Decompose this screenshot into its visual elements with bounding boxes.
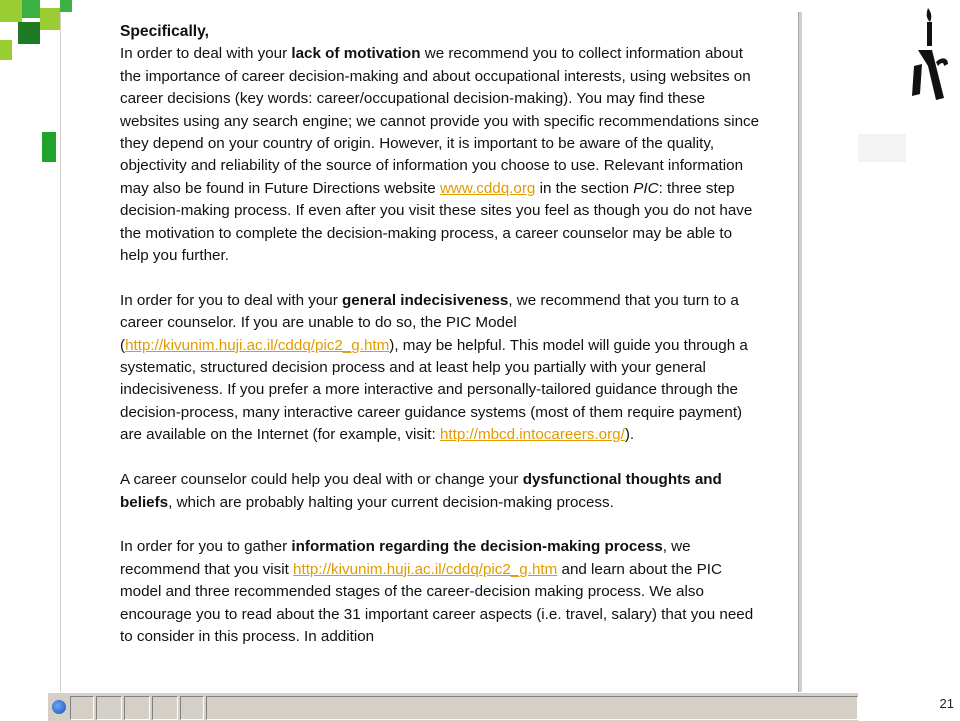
hebrew-letter-logo-icon xyxy=(908,6,952,104)
hyperlink[interactable]: http://mbcd.intocareers.org/ xyxy=(439,426,625,444)
italic-text: PIC xyxy=(633,179,659,197)
paragraph xyxy=(120,536,760,648)
logo-shadow xyxy=(858,134,906,162)
text-run: , which are probably halting your current decision-making process. xyxy=(168,493,614,511)
text-run: , we recommend that you turn to a career counselor. If you are unable to do so, the PIC Model ( xyxy=(120,291,739,354)
paragraph xyxy=(120,43,760,267)
emphasis-text: information regarding the decision-making process xyxy=(291,538,663,556)
decor-green-block xyxy=(22,0,40,18)
decor-green-block xyxy=(18,22,40,44)
text-run: A career counselor could help you deal with or change your xyxy=(120,471,523,489)
hyperlink[interactable]: http://kivunim.huji.ac.il/cddq/pic2_g.htm xyxy=(125,336,390,354)
status-pane xyxy=(206,696,858,720)
document-body xyxy=(120,21,760,692)
status-pane xyxy=(124,696,150,720)
text-run: In order to deal with your xyxy=(120,45,292,63)
decor-green-block xyxy=(42,132,56,162)
document-heading: Specifically, xyxy=(120,23,209,40)
text-run: we recommend you to collect information about the importance of career decision-making and about occupational interests, using websites on career decisions (key words: career/occupational decision-making). You may find these websites using any search engine; we cannot provide you with specific recommendations since they depend on your country of origin. However, it is important to be aware of the quality, objectivity and reliability of the source of information you choose to use. Relevant information may also be found in Future Directions website xyxy=(120,45,760,197)
paragraph xyxy=(120,290,760,447)
text-run: : three step decision-making process. If even after you visit these sites you feel as though you do not have the motivation to complete the decision-making process, a career counselor may be able to help you further. xyxy=(120,179,753,265)
hyperlink[interactable]: http://kivunim.huji.ac.il/cddq/pic2_g.htm xyxy=(293,560,558,578)
browser-content-area[interactable] xyxy=(60,12,799,692)
text-run: and learn about the PIC model and three recommended stages of the career-decision making process. We also encourage you to read about the 31 important career aspects (i.e. travel, salary) that you need to consider in this process. In addition xyxy=(120,560,754,645)
internet-explorer-icon xyxy=(52,700,66,714)
text-run: , we recommend that you visit xyxy=(120,538,691,578)
text-run: ). xyxy=(624,426,635,444)
text-run: In order for you to deal with your xyxy=(120,291,343,309)
decor-green-block xyxy=(0,40,12,60)
emphasis-text: general indecisiveness xyxy=(342,291,509,309)
decor-green-block xyxy=(40,8,60,30)
decor-green-block xyxy=(0,0,22,22)
decor-green-block xyxy=(60,0,72,12)
slide-number: 21 xyxy=(939,696,954,711)
text-run: ), may be helpful. This model will guide you through a systematic, structured decision process and at least help you partially with your general indecisiveness. If you prefer a more interactive and personally-tailored guidance through the decision-process, many interactive career guidance systems (most of them require payment) are available on the Internet (for example, visit: xyxy=(120,336,748,444)
text-run: in the section xyxy=(535,179,634,197)
text-run: In order for you to gather xyxy=(120,538,292,556)
status-bar xyxy=(48,692,858,721)
emphasis-text: lack of motivation xyxy=(291,45,421,63)
status-pane xyxy=(96,696,122,720)
paragraph xyxy=(120,469,760,514)
status-pane xyxy=(70,696,94,720)
hyperlink[interactable]: www.cddq.org xyxy=(439,179,536,197)
window-scrollbar-edge[interactable] xyxy=(798,12,802,692)
status-pane xyxy=(152,696,178,720)
emphasis-text: dysfunctional thoughts and beliefs xyxy=(120,471,722,511)
status-pane xyxy=(180,696,204,720)
